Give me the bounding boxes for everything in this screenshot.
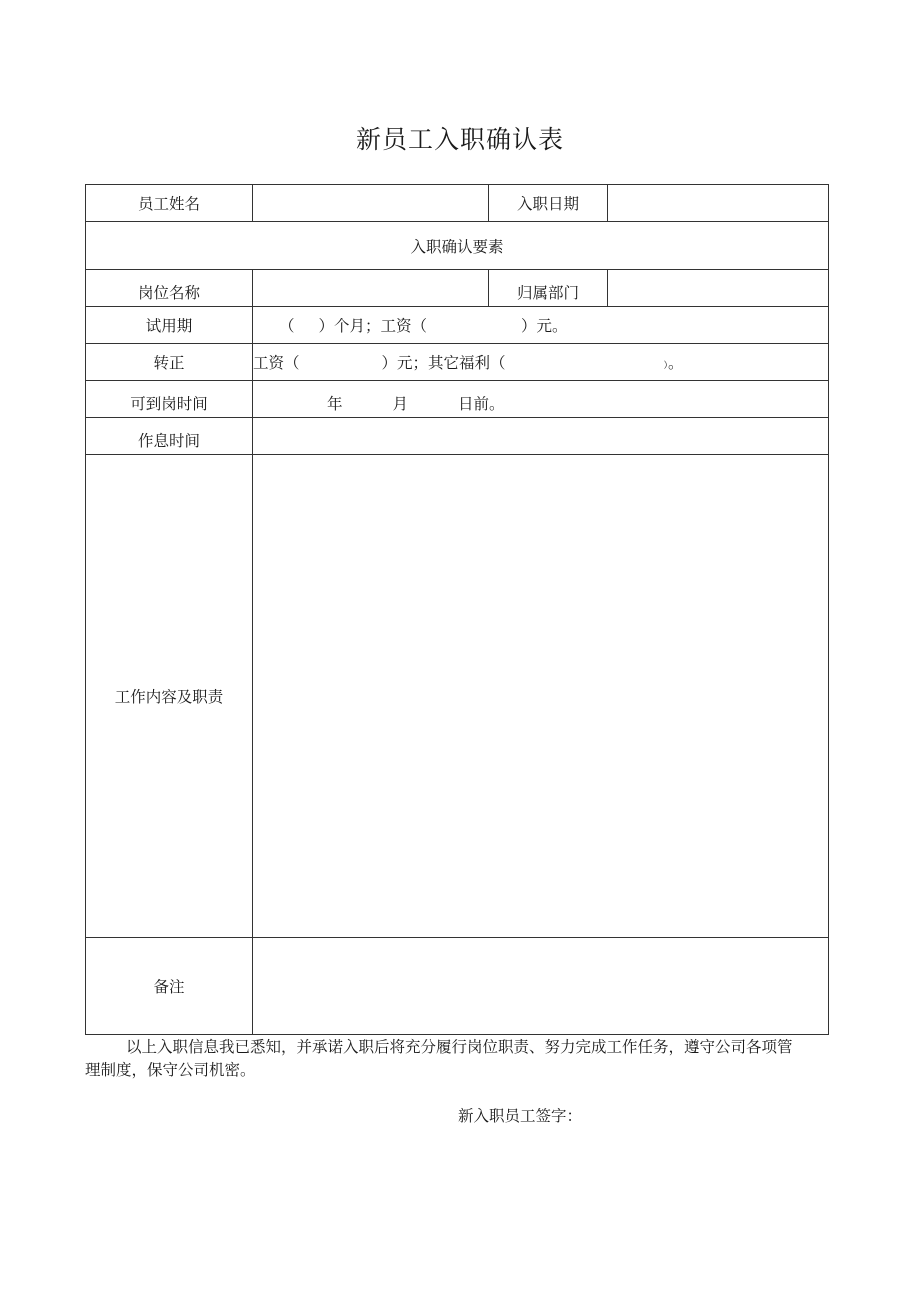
row-work-hours — [86, 418, 829, 455]
page-title: 新员工入职确认表 — [355, 125, 564, 154]
department-field[interactable] — [608, 270, 829, 307]
row-position — [86, 270, 829, 307]
start-date-field[interactable] — [253, 381, 829, 418]
work-hours-field[interactable] — [253, 418, 829, 455]
regular-salary-prefix: 工资（ — [253, 354, 300, 372]
position-field[interactable] — [253, 270, 489, 307]
start-year-unit: 年 — [327, 395, 343, 413]
probation-label: 试用期 — [86, 307, 253, 344]
acknowledgement-statement: 以上入职信息我已悉知，并承诺入职后将充分履行岗位职责、努力完成工作任务，遵守公司各项管理制度，保守公司机密。 — [85, 1038, 793, 1079]
hire-date-label: 入职日期 — [489, 185, 608, 222]
position-label: 岗位名称 — [86, 270, 253, 307]
start-date-label: 可到岗时间 — [86, 381, 253, 418]
row-start-date — [86, 381, 829, 418]
row-regular — [86, 344, 829, 381]
remarks-label: 备注 — [86, 938, 253, 1035]
probation-field[interactable] — [253, 307, 829, 344]
probation-salary-unit: ）元。 — [521, 317, 568, 335]
regular-field[interactable] — [253, 344, 829, 381]
remarks-field[interactable] — [253, 938, 829, 1035]
probation-months-unit: ）个月；工资（ — [318, 317, 428, 335]
regular-salary-unit: ）元；其它福利（ — [381, 354, 506, 372]
duties-field[interactable] — [253, 455, 829, 938]
employee-name-field[interactable] — [253, 185, 489, 222]
row-section-header — [86, 222, 829, 270]
work-hours-label: 作息时间 — [86, 418, 253, 455]
regular-label: 转正 — [86, 344, 253, 381]
start-month-unit: 月 — [392, 395, 409, 413]
row-duties — [86, 455, 829, 938]
row-probation — [86, 307, 829, 344]
duties-label: 工作内容及职责 — [86, 455, 253, 938]
row-remarks — [86, 938, 829, 1035]
regular-period: 。 — [668, 354, 684, 372]
start-day-unit: 日前。 — [458, 395, 505, 413]
section-header: 入职确认要素 — [86, 222, 829, 270]
probation-open: （ — [279, 317, 295, 335]
employee-name-label: 员工姓名 — [86, 185, 253, 222]
regular-benefits-close: ） — [663, 361, 669, 371]
signature-label: 新入职员工签字： — [458, 1107, 583, 1125]
hire-date-field[interactable] — [608, 185, 829, 222]
row-employee-name — [86, 185, 829, 222]
onboarding-form-table — [85, 184, 829, 1035]
department-label: 归属部门 — [489, 270, 608, 307]
